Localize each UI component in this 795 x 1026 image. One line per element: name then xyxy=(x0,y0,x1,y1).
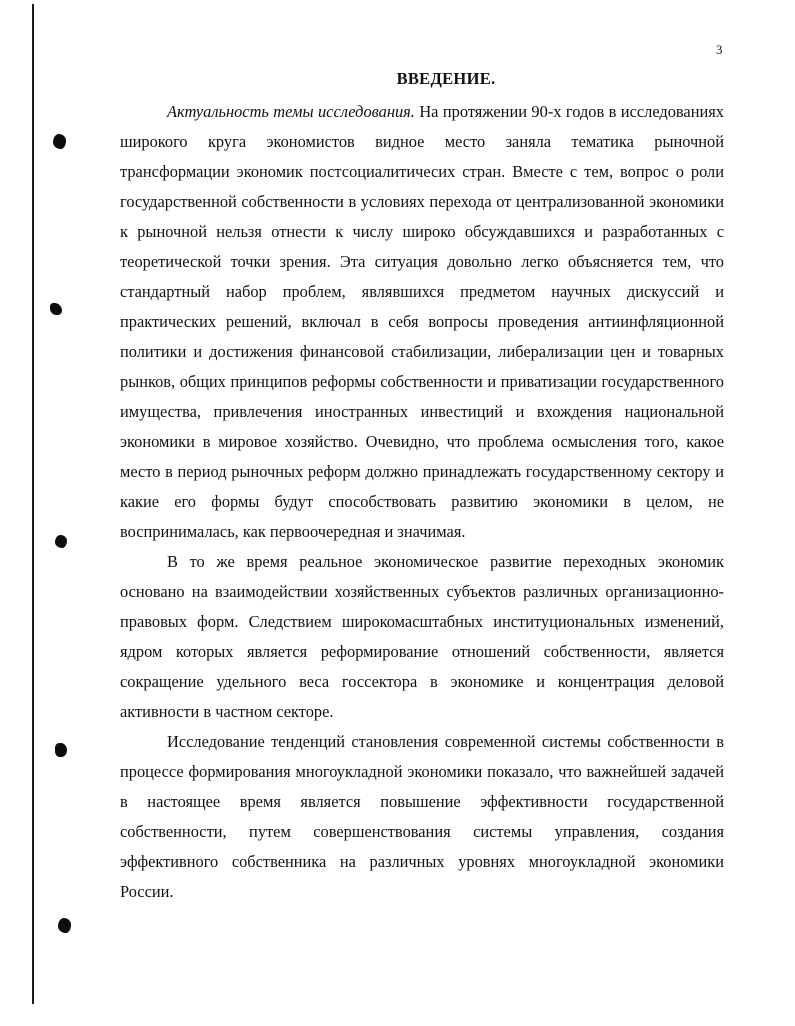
document-body xyxy=(120,97,724,907)
punch-hole-mark xyxy=(55,535,67,548)
paragraph-3: Исследование тенденций становления современной системы собственности в процессе формирования многоукладной экономики показало, что важнейшей задачей в настоящее время является повышение эффективности государственной собственности, путем совершенствования системы управления, создания эффективного собственника на различных уровнях многоукладной экономики России. xyxy=(120,732,724,901)
paragraph-intro xyxy=(120,97,724,547)
intro-text: На протяжении 90-х годов в исследованиях широкого круга экономистов видное место заняла тематика рыночной трансформации экономик постсоциалитичесих стран. Вместе с тем, вопрос о роли государственной собственности в условиях перехода от централизованной экономики к рыночной нельзя отнести к числу широко обсуждавшихся и разработанных с теоретической точки зрения. Эта ситуация довольно легко объясняется тем, что стандартный набор проблем, являвшихся предметом научных дискуссий и практических решений, включал в себя вопросы проведения антиинфляционной политики и достижения финансовой стабилизации, либерализации цен и товарных рынков, общих принципов реформы собственности и приватизации государственного имущества, привлечения иностранных инвестиций и вхождения национальной экономики в мировое хозяйство. Очевидно, что проблема осмысления того, какое место в период рыночных реформ должно принадлежать государственному сектору и какие его формы будут способствовать развитию экономики в целом, не воспринималась, как первоочередная и значимая. xyxy=(120,102,724,541)
page-title: ВВЕДЕНИЕ. xyxy=(396,69,496,88)
punch-hole-mark xyxy=(50,303,62,315)
punch-hole-mark xyxy=(55,743,67,757)
punch-hole-mark xyxy=(58,918,71,933)
punch-hole-mark xyxy=(53,134,66,149)
paragraph-2: В то же время реальное экономическое развитие переходных экономик основано на взаимодействии хозяйственных субъектов различных организационно-правовых форм. Следствием широкомасштабных институциональных изменений, ядром которых является реформирование отношений собственности, является сокращение удельного веса госсектора в экономике и концентрация деловой активности в частном секторе. xyxy=(120,552,724,721)
scan-edge-line xyxy=(32,4,34,1004)
page-number: 3 xyxy=(716,42,723,57)
intro-lead: Актуальность темы исследования. xyxy=(167,102,415,121)
